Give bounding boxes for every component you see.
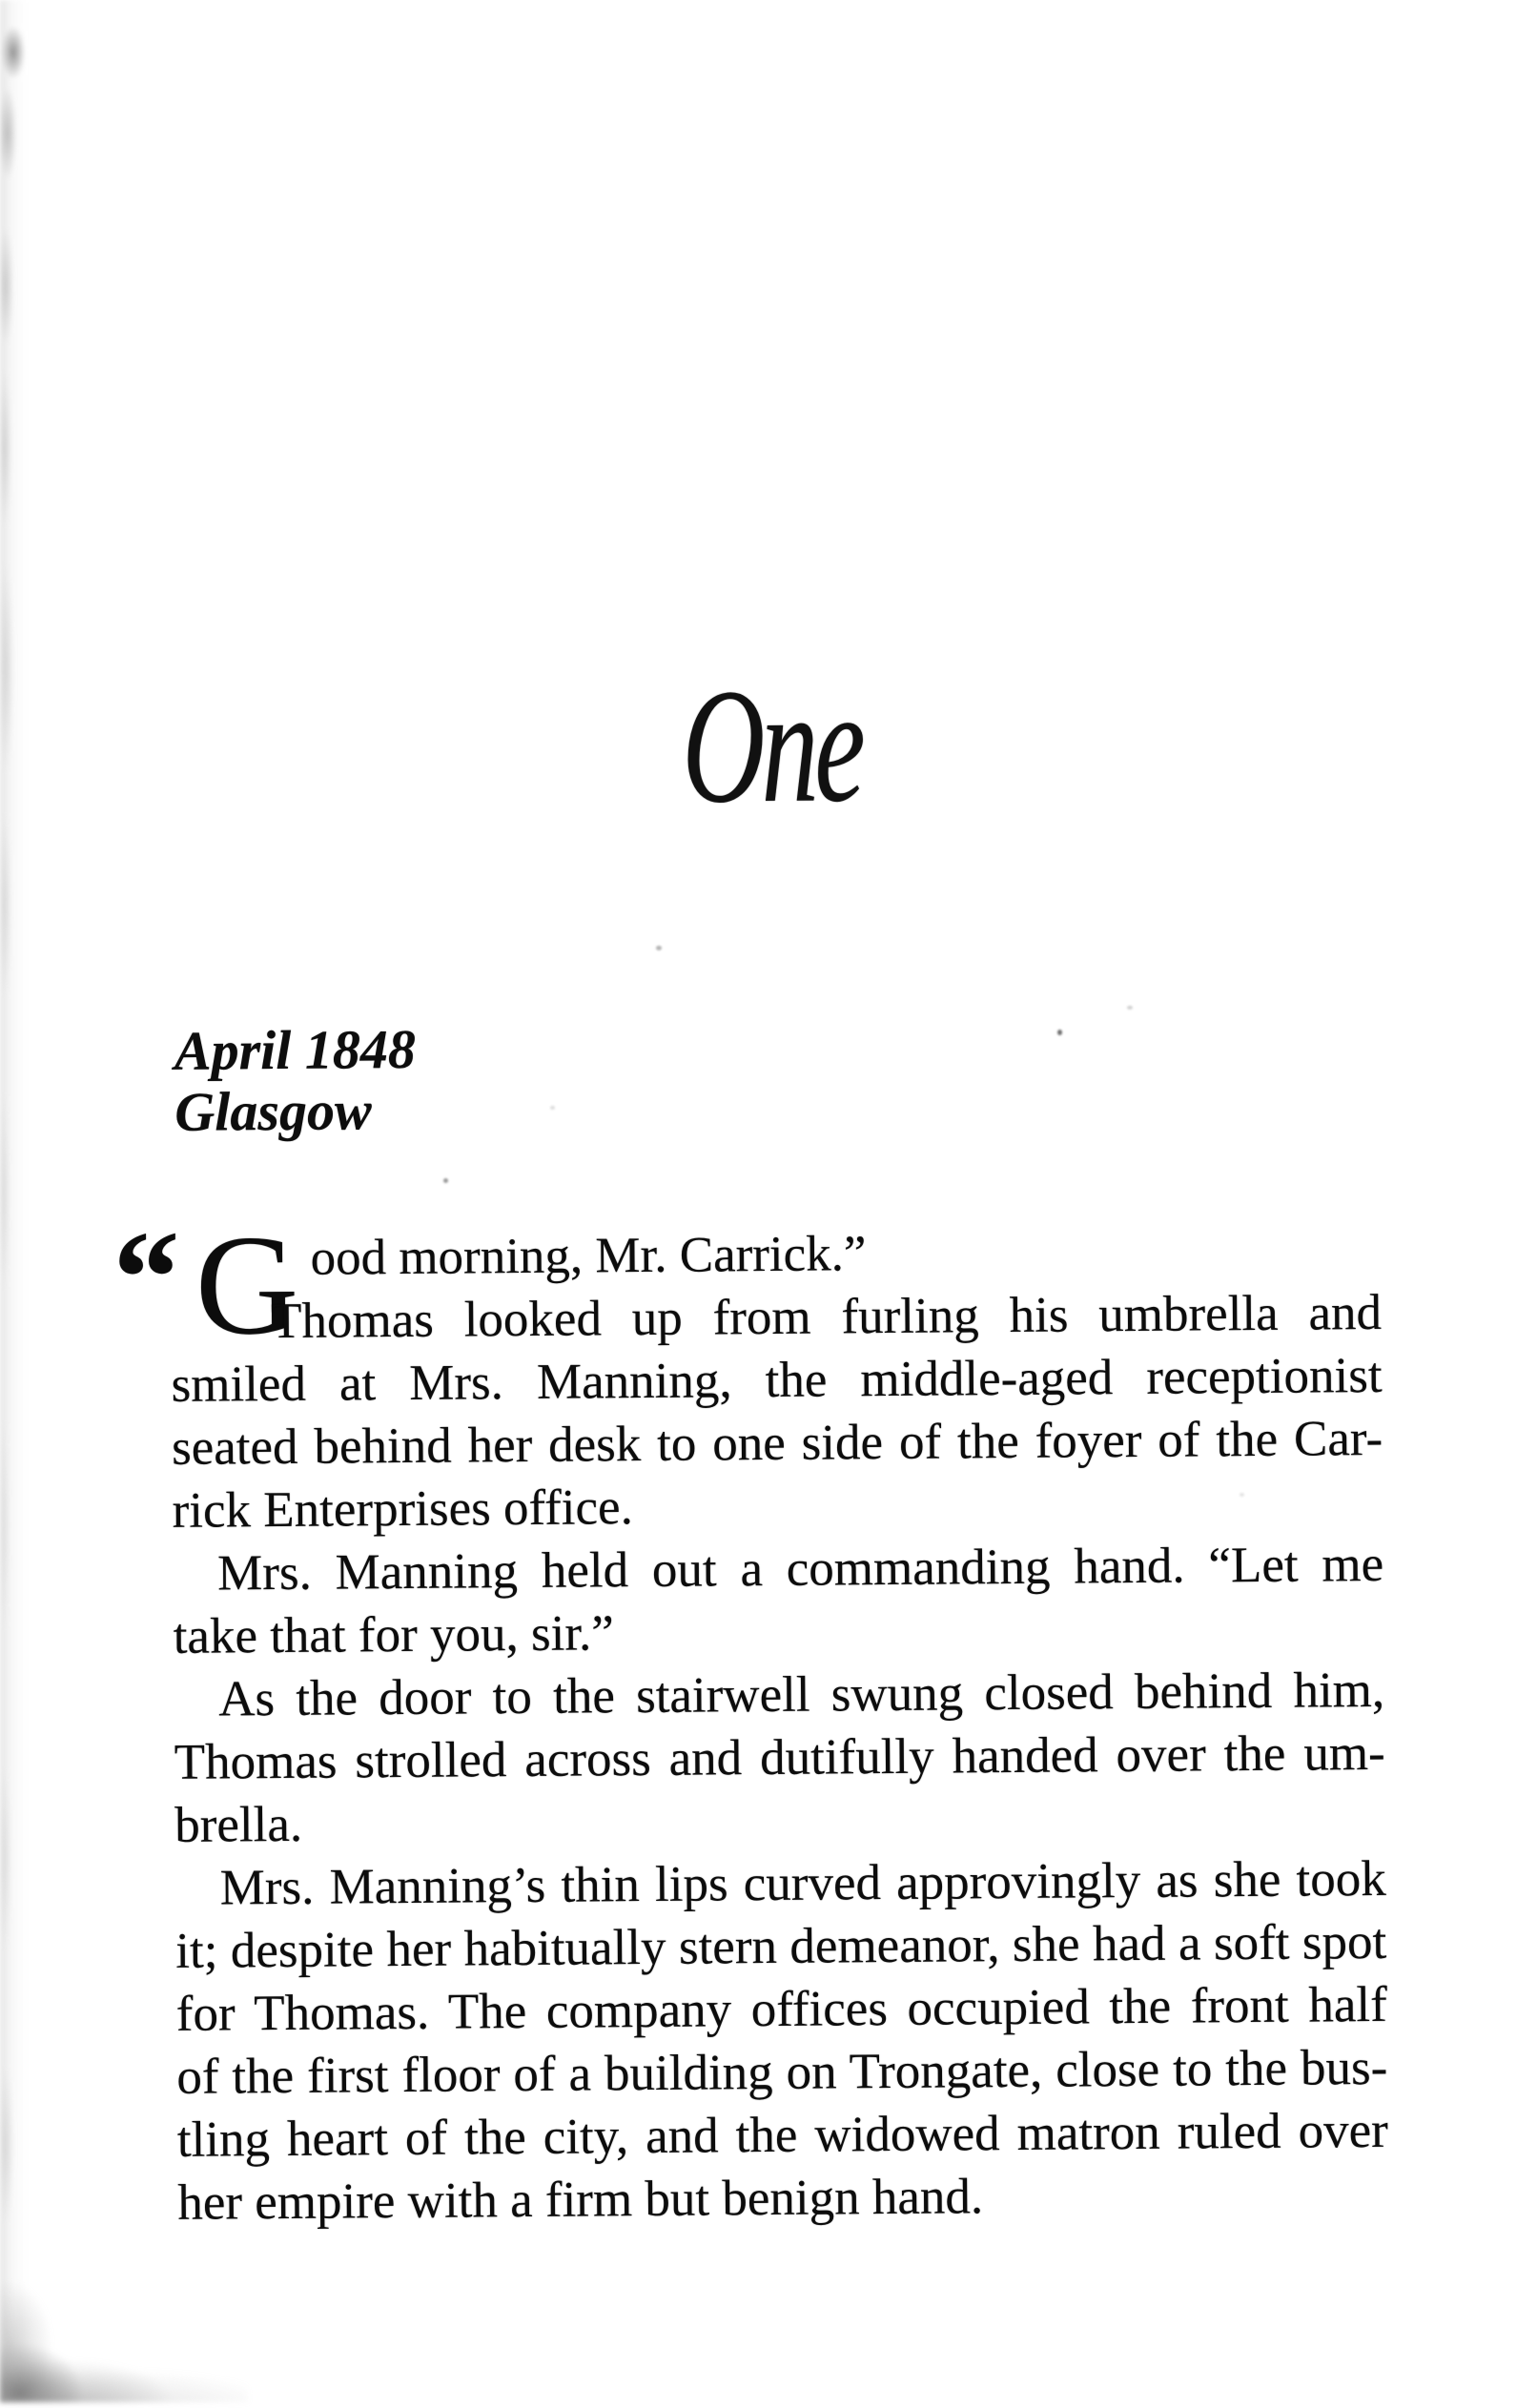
body-line: Mrs. Manning’s thin lips curved approvingly as she took [219, 1850, 1386, 1916]
body-line: for Thomas. The company offices occupied the front half [175, 1976, 1387, 2042]
body-line: ood morning, Mr. Carrick.” [310, 1226, 867, 1286]
body-line: of the first floor of a building on Trongate, close to the bus- [176, 2039, 1388, 2105]
drop-cap: G [195, 1205, 299, 1365]
body-line: brella. [174, 1796, 303, 1853]
body-line: seated behind her desk to one side of the foyer of the Car- [171, 1410, 1383, 1476]
dateline-date: April 1848 [174, 1017, 417, 1082]
body-line: Thomas looked up from furling his umbrella and [270, 1284, 1383, 1350]
body-line: smiled at Mrs. Manning, the middle-aged receptionist [171, 1347, 1383, 1413]
body-line: take that for you, sir.” [173, 1605, 615, 1664]
body-line: As the door to the stairwell swung closed behind him, [217, 1662, 1385, 1727]
body-line: Thomas strolled across and dutifully handed over the um- [174, 1724, 1385, 1790]
body-line: it; despite her habitually stern demeanor, she had a soft spot [175, 1913, 1387, 1979]
body-line: tling heart of the city, and the widowed matron ruled over [176, 2102, 1389, 2168]
body-line: her empire with a firm but benign hand. [177, 2169, 984, 2231]
body-text [170, 1218, 1388, 2235]
opening-quote-mark: “ [113, 1203, 181, 1353]
dateline-place: Glasgow [174, 1079, 372, 1143]
dateline [174, 1019, 417, 1143]
body-line: Mrs. Manning held out a commanding hand. “Let me [216, 1536, 1384, 1602]
chapter-heading: One [681, 655, 863, 838]
body-line: rick Enterprises office. [172, 1479, 634, 1539]
